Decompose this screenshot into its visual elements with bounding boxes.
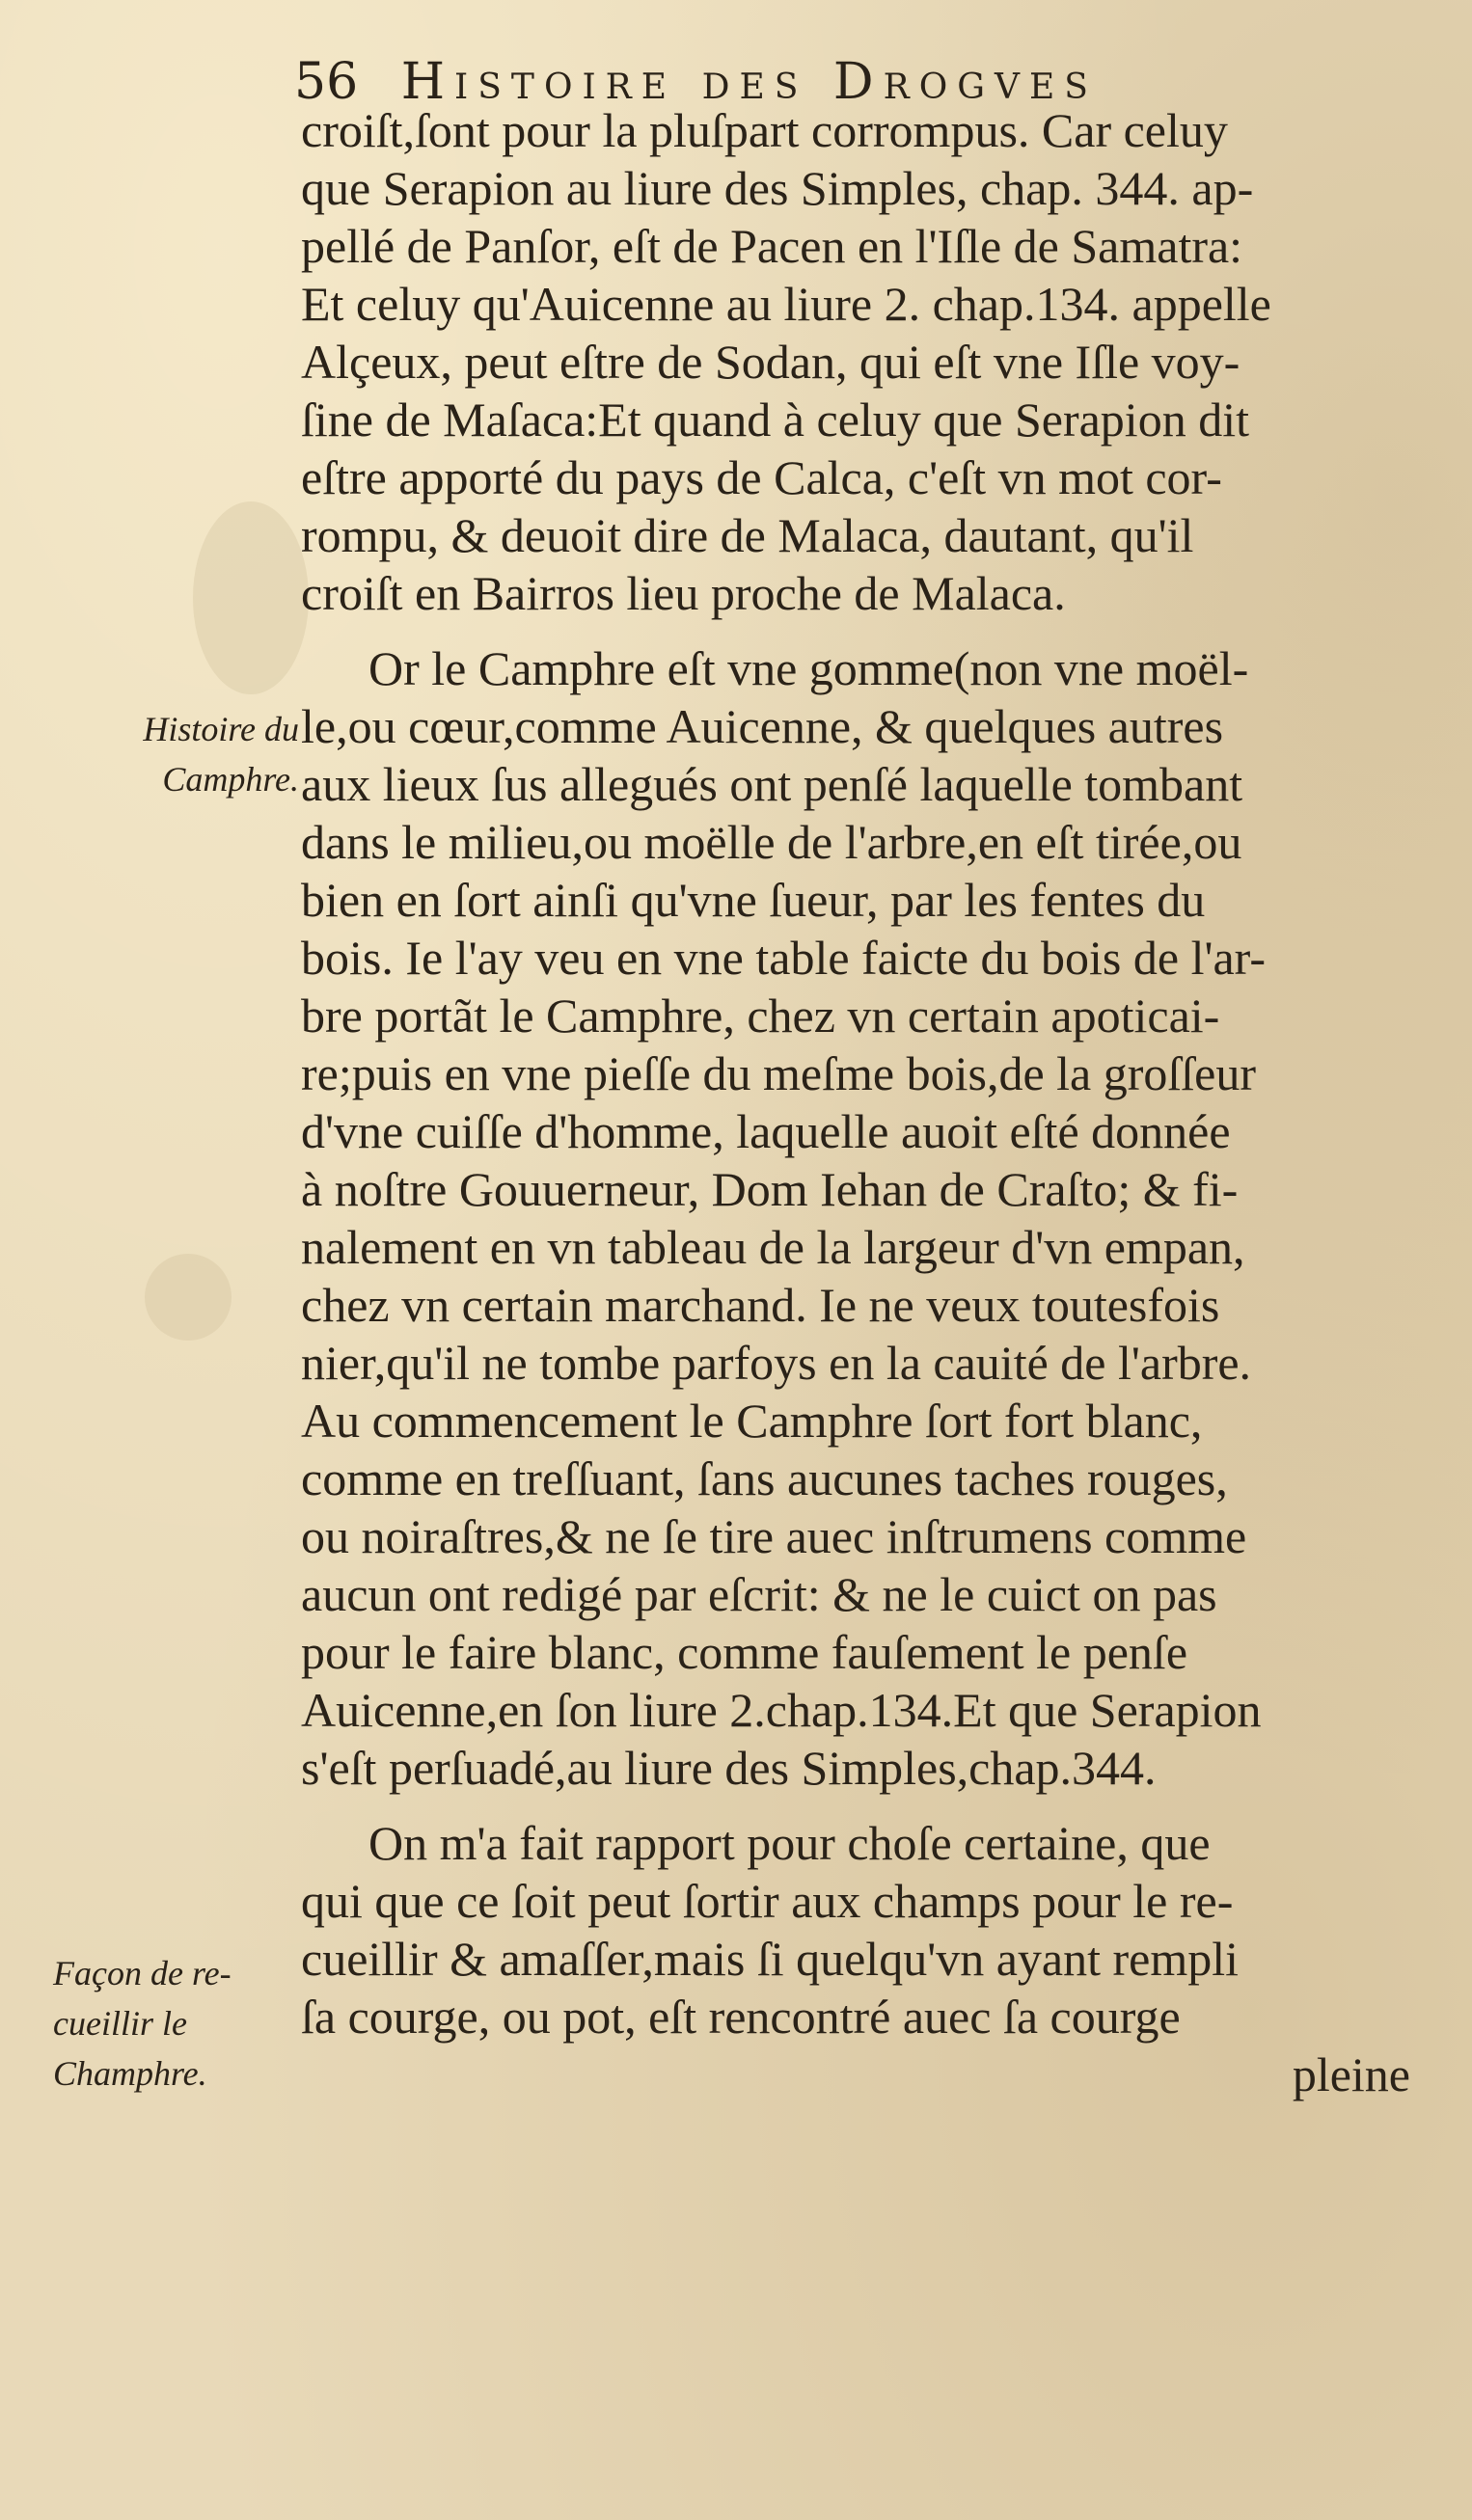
text-line: rompu, & deuoit dire de Malaca, dautant, qu'il — [301, 508, 1194, 562]
text-line: Au commencement le Camphre ſort fort blanc, — [301, 1394, 1203, 1448]
margin-note-history — [58, 704, 299, 804]
margin-note-line: cueillir le — [53, 2004, 187, 2043]
text-line: dans le milieu,ou moëlle de l'arbre,en eſt tirée,ou — [301, 815, 1242, 869]
text-line: s'eſt perſuadé,au liure des Simples,chap.344. — [301, 1741, 1157, 1795]
page-number: 56 — [294, 53, 359, 111]
text-line: bois. Ie l'ay veu en vne table faicte du bois de l'ar- — [301, 931, 1266, 985]
text-line: aucun ont redigé par eſcrit: & ne le cuict on pas — [301, 1567, 1217, 1621]
margin-note-harvest — [53, 1948, 294, 2099]
text-line: On m'a fait rapport pour choſe certaine, que — [368, 1816, 1211, 1870]
text-line: nier,qu'il ne tombe parfoys en la cauité de l'arbre. — [301, 1336, 1252, 1390]
text-line: aux lieux ſus allegués ont penſé laquelle tombant — [301, 757, 1243, 811]
text-line: ſa courge, ou pot, eſt rencontré auec ſa courge — [301, 1990, 1181, 2044]
paragraph-2 — [301, 639, 1420, 1797]
text-line: Alçeux, peut eſtre de Sodan, qui eſt vne Iſle voy- — [301, 335, 1240, 389]
text-line: cueillir & amaſſer,mais ſi quelqu'vn ayant rempli — [301, 1932, 1239, 1986]
paragraph-1 — [301, 101, 1420, 622]
margin-note-line: Camphre. — [162, 760, 299, 799]
margin-note-line: Champhre. — [53, 2054, 207, 2093]
text-line: à noſtre Gouuerneur, Dom Iehan de Craſto; & fi- — [301, 1162, 1239, 1216]
text-line: ou noiraſtres,& ne ſe tire auec inſtrumens comme — [301, 1509, 1247, 1563]
text-line: croiſt,ſont pour la pluſpart corrompus. Car celuy — [301, 103, 1228, 157]
text-line: Et celuy qu'Auicenne au liure 2. chap.134. appelle — [301, 277, 1271, 331]
text-line: comme en treſſuant, ſans aucunes taches rouges, — [301, 1451, 1228, 1505]
paragraph-3 — [301, 1814, 1420, 2103]
text-line: pour le faire blanc, comme fauſement le penſe — [301, 1625, 1188, 1679]
text-line: bre portãt le Camphre, chez vn certain apoticai- — [301, 989, 1220, 1043]
text-line: ſine de Maſaca:Et quand à celuy que Serapion dit — [301, 393, 1249, 447]
text-line: croiſt en Bairros lieu proche de Malaca. — [301, 566, 1066, 620]
margin-note-line: Façon de re- — [53, 1954, 232, 1992]
running-title: Histoire des Drogves — [400, 53, 1098, 111]
body-text — [301, 101, 1420, 2103]
text-line: re;puis en vne pieſſe du meſme bois,de la groſſeur — [301, 1046, 1256, 1100]
paper-stain — [145, 1254, 232, 1341]
text-line: eſtre apporté du pays de Calca, c'eſt vn mot cor- — [301, 450, 1222, 504]
margin-note-line: Histoire du — [143, 710, 299, 748]
text-line: chez vn certain marchand. Ie ne veux toutesfois — [301, 1278, 1220, 1332]
text-line: le,ou cœur,comme Auicenne, & quelques autres — [301, 699, 1224, 753]
text-line: que Serapion au liure des Simples, chap. 344. ap- — [301, 161, 1254, 215]
text-line: nalement en vn tableau de la largeur d'vn empan, — [301, 1220, 1245, 1274]
text-line: qui que ce ſoit peut ſortir aux champs pour le re- — [301, 1874, 1234, 1928]
text-line: Auicenne,en ſon liure 2.chap.134.Et que Serapion — [301, 1683, 1262, 1737]
text-line: pellé de Panſor, eſt de Pacen en l'Iſle de Samatra: — [301, 219, 1243, 273]
paper-stain — [193, 501, 309, 694]
text-line: d'vne cuiſſe d'homme, laquelle auoit eſté donnée — [301, 1104, 1231, 1158]
catchword: pleine — [1292, 2047, 1410, 2101]
text-line: Or le Camphre eſt vne gomme(non vne moël- — [368, 641, 1249, 695]
text-line: bien en ſort ainſi qu'vne ſueur, par les fentes du — [301, 873, 1206, 927]
